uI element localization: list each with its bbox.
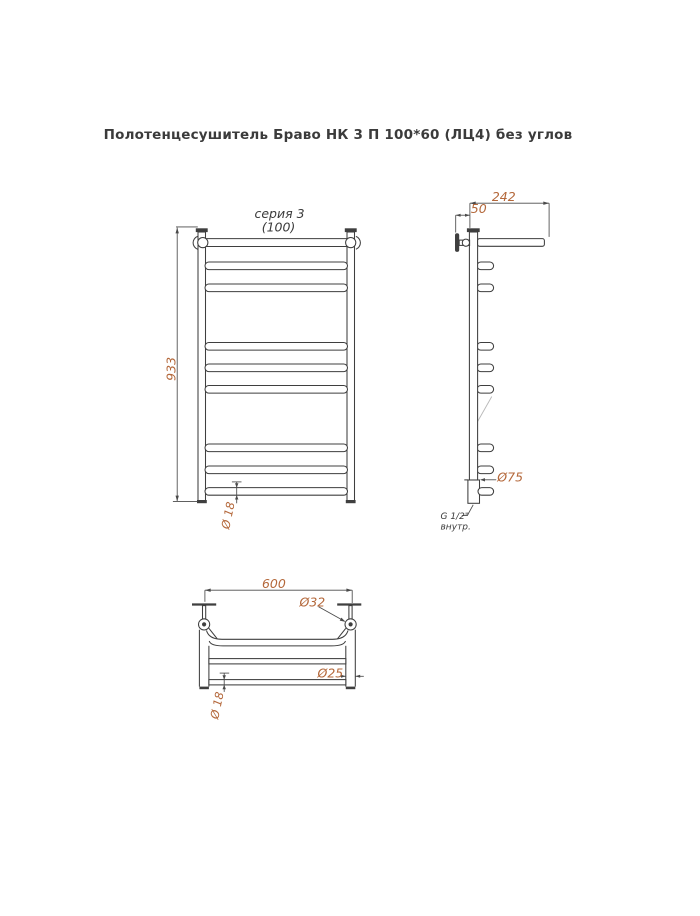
collector-cap-left xyxy=(196,228,208,232)
rung xyxy=(205,262,348,270)
thread-note xyxy=(441,505,474,533)
rung-stub xyxy=(477,343,494,351)
rung xyxy=(205,444,348,452)
arrowhead xyxy=(176,228,179,234)
arrowhead xyxy=(205,589,211,592)
side-tube-left xyxy=(199,630,209,689)
collector-cap xyxy=(467,228,480,232)
arrowhead xyxy=(235,483,238,487)
collector-foot-left xyxy=(197,500,207,503)
escutcheon-dia-text: Ø75 xyxy=(497,469,524,485)
bracket-stem-left xyxy=(203,606,206,620)
bracket-stem-right xyxy=(349,606,352,620)
drawing-title: Полотенцесушитель Браво НК 3 П 100*60 (ЛЦ4) без углов xyxy=(103,127,573,143)
collector-profile xyxy=(469,232,477,480)
plan-view xyxy=(192,576,364,721)
thread-text-line2: внутр. xyxy=(440,522,471,533)
rung-stub xyxy=(477,444,494,452)
height-dimension xyxy=(163,227,198,502)
center-distance-label: (100) xyxy=(261,219,296,235)
arrowhead xyxy=(480,478,485,481)
depth-dim-text: 242 xyxy=(491,189,516,204)
rung xyxy=(205,466,348,474)
rung-stub xyxy=(477,386,494,394)
arrowhead xyxy=(176,496,179,502)
side-rung-stubs xyxy=(477,262,494,474)
rung-stub xyxy=(478,488,494,496)
collector-left xyxy=(198,232,206,503)
shelf-edge xyxy=(207,631,349,640)
collector-center-left xyxy=(202,622,206,626)
tube-end xyxy=(346,687,356,690)
side-view xyxy=(441,189,550,533)
mount-detail xyxy=(462,239,469,246)
rung-top xyxy=(209,680,346,685)
collector-right xyxy=(347,232,355,503)
top-bar xyxy=(203,239,351,247)
rung xyxy=(205,364,348,372)
rung-dia-text: Ø 18 xyxy=(218,500,238,531)
shelf-bar-profile xyxy=(478,239,545,247)
rungs xyxy=(205,262,348,495)
bracket-ring-right xyxy=(346,238,356,248)
collector-center-right xyxy=(349,622,353,626)
shelf-edge xyxy=(209,641,345,646)
rung-top xyxy=(209,659,346,664)
shelf-bar-top xyxy=(207,628,349,646)
wall-offset-text: 50 xyxy=(470,200,487,216)
width-dimension xyxy=(205,576,352,603)
side-tube-right xyxy=(346,630,356,689)
width-dim-text: 600 xyxy=(261,576,286,591)
collector-dia-callout xyxy=(299,595,346,622)
tube-end xyxy=(199,687,209,690)
thread-text-line1: G 1/2" xyxy=(440,512,469,522)
collector-dia-text: Ø32 xyxy=(299,594,326,610)
rung xyxy=(205,343,348,351)
bracket-bulge-left xyxy=(193,236,198,249)
arrowhead xyxy=(340,618,346,622)
rung xyxy=(205,284,348,292)
bracket-bulge-right xyxy=(356,236,361,249)
arrowhead xyxy=(543,202,549,205)
plan-rung-dia-text: Ø 18 xyxy=(207,690,227,721)
arrowhead xyxy=(223,685,226,689)
height-dim-text: 933 xyxy=(163,356,179,381)
series-label: серия 3 xyxy=(254,206,305,221)
wall-offset-dimension xyxy=(456,201,487,233)
collector-foot-right xyxy=(346,500,356,503)
collector-cap-right xyxy=(345,228,357,232)
rung xyxy=(205,488,348,496)
rung-stub xyxy=(477,364,494,372)
arrowhead xyxy=(355,675,360,678)
bracket-ring-left xyxy=(198,238,208,248)
shelf-dia-text: Ø25 xyxy=(317,665,344,681)
wall-plate xyxy=(455,233,459,252)
arrowhead xyxy=(465,214,470,217)
arrowhead xyxy=(223,675,226,679)
rung xyxy=(205,386,348,394)
shelf-dia-callout xyxy=(317,665,364,680)
rung-stub xyxy=(477,284,494,292)
arrowhead xyxy=(346,589,352,592)
rung-stub xyxy=(477,466,494,474)
construction-line xyxy=(476,397,492,425)
arrowhead xyxy=(235,495,238,499)
arrowhead xyxy=(456,214,461,217)
front-view xyxy=(163,206,360,531)
rung-stub xyxy=(477,262,494,270)
